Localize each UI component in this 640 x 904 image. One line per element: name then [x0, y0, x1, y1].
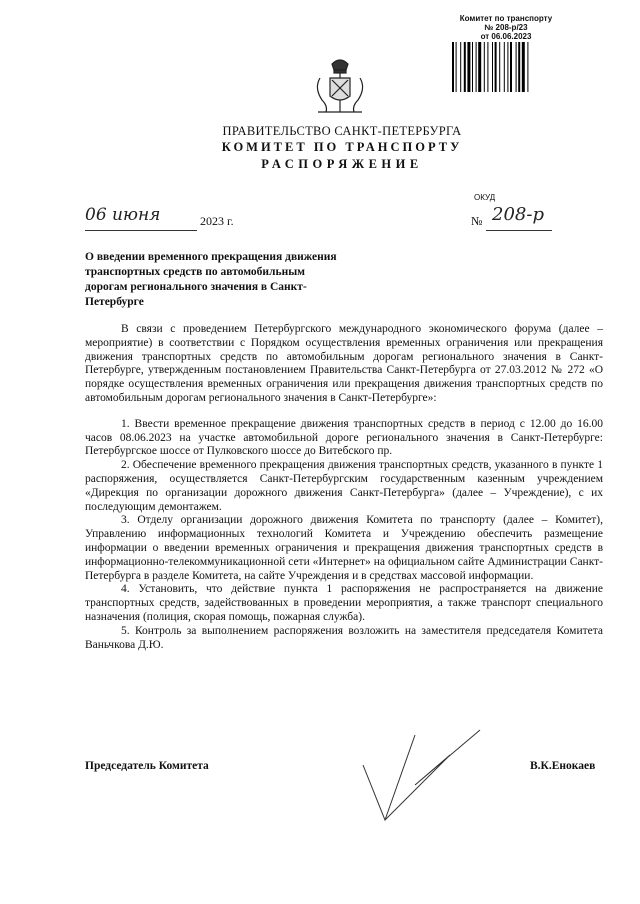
handwritten-signature-icon — [355, 725, 485, 825]
date-year: 2023 г. — [200, 214, 234, 228]
number-handwritten: 208-р — [492, 204, 544, 225]
preamble: В связи с проведением Петербургского международного экономического форума (далее – мероприятие) в соответствии с Порядком осуществления временных ограничения или прекращения движения транспортных средств по автомобильным дорогам регионального значения в Санкт-Петербурге, утвержденным постановлением Правительства Санкт-Петербурга от 27.03.2012 № 272 «О порядке осуществления временных ограничения или прекращения движения транспортных средств по автомобильным дорогам регионального значения в Санкт-Петербурге»: — [85, 323, 603, 404]
item-1: 1. Ввести временное прекращение движения транспортных средств в период с 12.00 до 16.00 часов 08.06.2023 на участке автомобильной дороге регионального значения в Санкт-Петербурге: Петербургское шоссе от Пулковского шоссе до Витебского пр. — [85, 417, 603, 458]
signatory-name: В.К.Енокаев — [530, 760, 596, 772]
date-handwritten: 06 июня — [85, 205, 161, 225]
stamp-line-1: Комитет по транспорту — [459, 14, 553, 23]
number-sign: № — [471, 214, 483, 228]
document-title: О введении временного прекращения движения транспортных средств по автомобильным дорогам регионального значения в Санкт-Петербурге — [85, 251, 337, 308]
okud-label: ОКУД — [474, 193, 496, 202]
item-5: 5. Контроль за выполнением распоряжения возложить на заместителя председателя Комитета Ваньчкова Д.Ю. — [85, 624, 603, 651]
item-3: 3. Отделу организации дорожного движения Комитета по транспорту (далее – Комитет), Управлению информационных технологий Комитета и Учреждению обеспечить размещение информации о введении временных ограничения и прекращения движения транспортных средств в информационно-телекоммуникационной сети «Интернет» на официальном сайте Администрации Санкт-Петербурга в разделе Комитета, на сайте Учреждения и в средствах массовой информации. — [85, 514, 603, 582]
signatory-position: Председатель Комитета — [85, 760, 209, 772]
document-body — [85, 323, 603, 652]
registration-stamp — [450, 14, 562, 41]
item-4: 4. Установить, что действие пункта 1 распоряжения не распространяется на движение транспортных средств, задействованных в проведении мероприятия, а также транспорт специального назначения (полиция, скорая помощь, пожарная служба). — [85, 583, 603, 623]
committee-name: КОМИТЕТ ПО ТРАНСПОРТУ — [221, 140, 463, 154]
item-2: 2. Обеспечение временного прекращения движения транспортных средств, указанного в пункте 1 распоряжения, осуществляется Санкт-Петербургским государственным казенным учреждением «Дирекция по организации дорожного движения Санкт-Петербурга» (далее – Учреждение), с их последующим демонтажем. — [85, 459, 603, 513]
document-type: РАСПОРЯЖЕНИЕ — [261, 157, 423, 171]
barcode-icon — [450, 42, 562, 92]
stamp-line-2: № 208-р/23 — [484, 23, 528, 32]
government-name: ПРАВИТЕЛЬСТВО САНКТ-ПЕТЕРБУРГА — [222, 124, 462, 138]
coat-of-arms-icon — [312, 56, 368, 116]
stamp-line-3: от 06.06.2023 — [480, 32, 532, 41]
